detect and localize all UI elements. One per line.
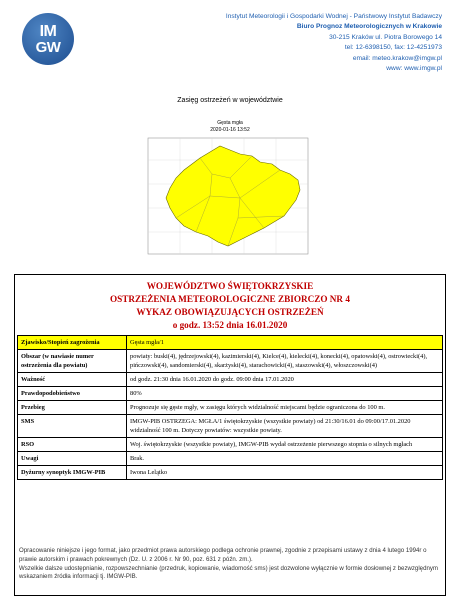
row-value: Brak. [127, 452, 443, 466]
distribution-note: Wszelkie dalsze udostępnianie, rozpowszechnianie (przedruk, kopiowanie, wiadomość sms) jest dozwolone wyłącznie w formie dosłownej z bezwzględnym wskazaniem źródła informacji tj. IMGW-PIB. [19, 564, 438, 581]
copyright-footer [19, 547, 441, 582]
map-phenomenon-label: Gęsta mgła [217, 120, 243, 126]
row-value: 80% [127, 387, 443, 401]
report-list-title: WYKAZ OBOWIĄZUJĄCYCH OSTRZEŻEŃ [136, 307, 324, 317]
table-row [18, 452, 443, 466]
office-phone: tel: 12-6398150, fax: 12-4251973 [344, 44, 442, 52]
row-key: Dyżurny synoptyk IMGW-PIB [18, 466, 127, 480]
row-key: Obszar (w nawiasie numer ostrzeżenia dla powiatu) [18, 350, 127, 373]
imgw-logo [22, 13, 74, 65]
table-row [18, 466, 443, 480]
table-row [18, 373, 443, 387]
row-key: Uwagi [18, 452, 127, 466]
row-value: Woj. świętokrzyskie (wszystkie powiaty), IMGW-PIB wydał ostrzeżenie pierwszego stopnia o silnych mgłach [127, 438, 443, 452]
row-key: SMS [18, 415, 127, 438]
report-time-title: o godz. 13:52 dnia 16.01.2020 [172, 320, 288, 330]
table-row [18, 415, 443, 438]
row-key: Ważność [18, 373, 127, 387]
warning-table [17, 335, 443, 480]
logo-text-bottom: GW [35, 39, 61, 56]
institute-name: Instytut Meteorologii i Gospodarki Wodnej - Państwowy Instytut Badawczy [225, 13, 442, 20]
logo-text-top: IM [39, 23, 57, 40]
report-region-title: WOJEWÓDZTWO ŚWIĘTOKRZYSKIE [146, 281, 314, 291]
table-row [18, 401, 443, 415]
row-value: powiaty: buski(4), jędrzejowski(4), kazimierski(4), Kielce(4), kielecki(4), konecki(4), opatowski(4), ostrowiecki(4), pińczowski(4), sandomierski(4), skarżyski(4), starachowicki(4), staszowski(4), włoszczowski(4) [127, 350, 443, 373]
table-row [18, 336, 443, 350]
warning-report [14, 274, 446, 596]
row-value: od godz. 21:30 dnia 16.01.2020 do godz. 09:00 dnia 17.01.2020 [127, 373, 443, 387]
map-caption [0, 120, 460, 134]
report-summary-title: OSTRZEŻENIA METEOROLOGICZNE ZBIORCZO NR 4 [110, 294, 350, 304]
warning-map [140, 134, 318, 268]
row-value: Gęsta mgła/1 [127, 336, 443, 350]
row-key: RSO [18, 438, 127, 452]
row-value: Iwona Lelątko [127, 466, 443, 480]
row-key: Zjawisko/Stopień zagrożenia [18, 336, 127, 350]
office-email: email: meteo.krakow@imgw.pl [352, 54, 442, 62]
office-address: 30-215 Kraków ul. Piotra Borowego 14 [329, 33, 442, 41]
row-key: Prawdopodobieństwo [18, 387, 127, 401]
copyright-note: Opracowanie niniejsze i jego format, jako przedmiot prawa autorskiego podlega ochronie prawnej, zgodnie z przepisami ustawy z dnia 4 lutego 1994r o prawie autorskim i prawach pokrewnych (Dz. U. z 2006 r. Nr 90, poz. 631 z późn. zm.). [19, 547, 427, 563]
row-key: Przebieg [18, 401, 127, 415]
table-row [18, 438, 443, 452]
office-name: Biuro Prognoz Meteorologicznych w Krakowie [296, 23, 442, 31]
row-value: Prognozuje się gęste mgły, w zasięgu których widzialność miejscami będzie ograniczona do 100 m. [127, 401, 443, 415]
table-row [18, 387, 443, 401]
institute-header [226, 12, 442, 74]
office-www: www: www.imgw.pl [386, 65, 442, 73]
table-row [18, 350, 443, 373]
row-value: IMGW-PIB OSTRZEGA: MGŁA/1 świętokrzyskie (wszystkie powiaty) od 21:30/16.01 do 09:00/17.01.2020 widzialność 100 m. Dotyczy powiatów: wszystkie powiaty. [127, 415, 443, 438]
map-datetime: 2020-01-16 13:52 [210, 127, 250, 133]
map-title: Zasięg ostrzeżeń w województwie [177, 97, 283, 104]
